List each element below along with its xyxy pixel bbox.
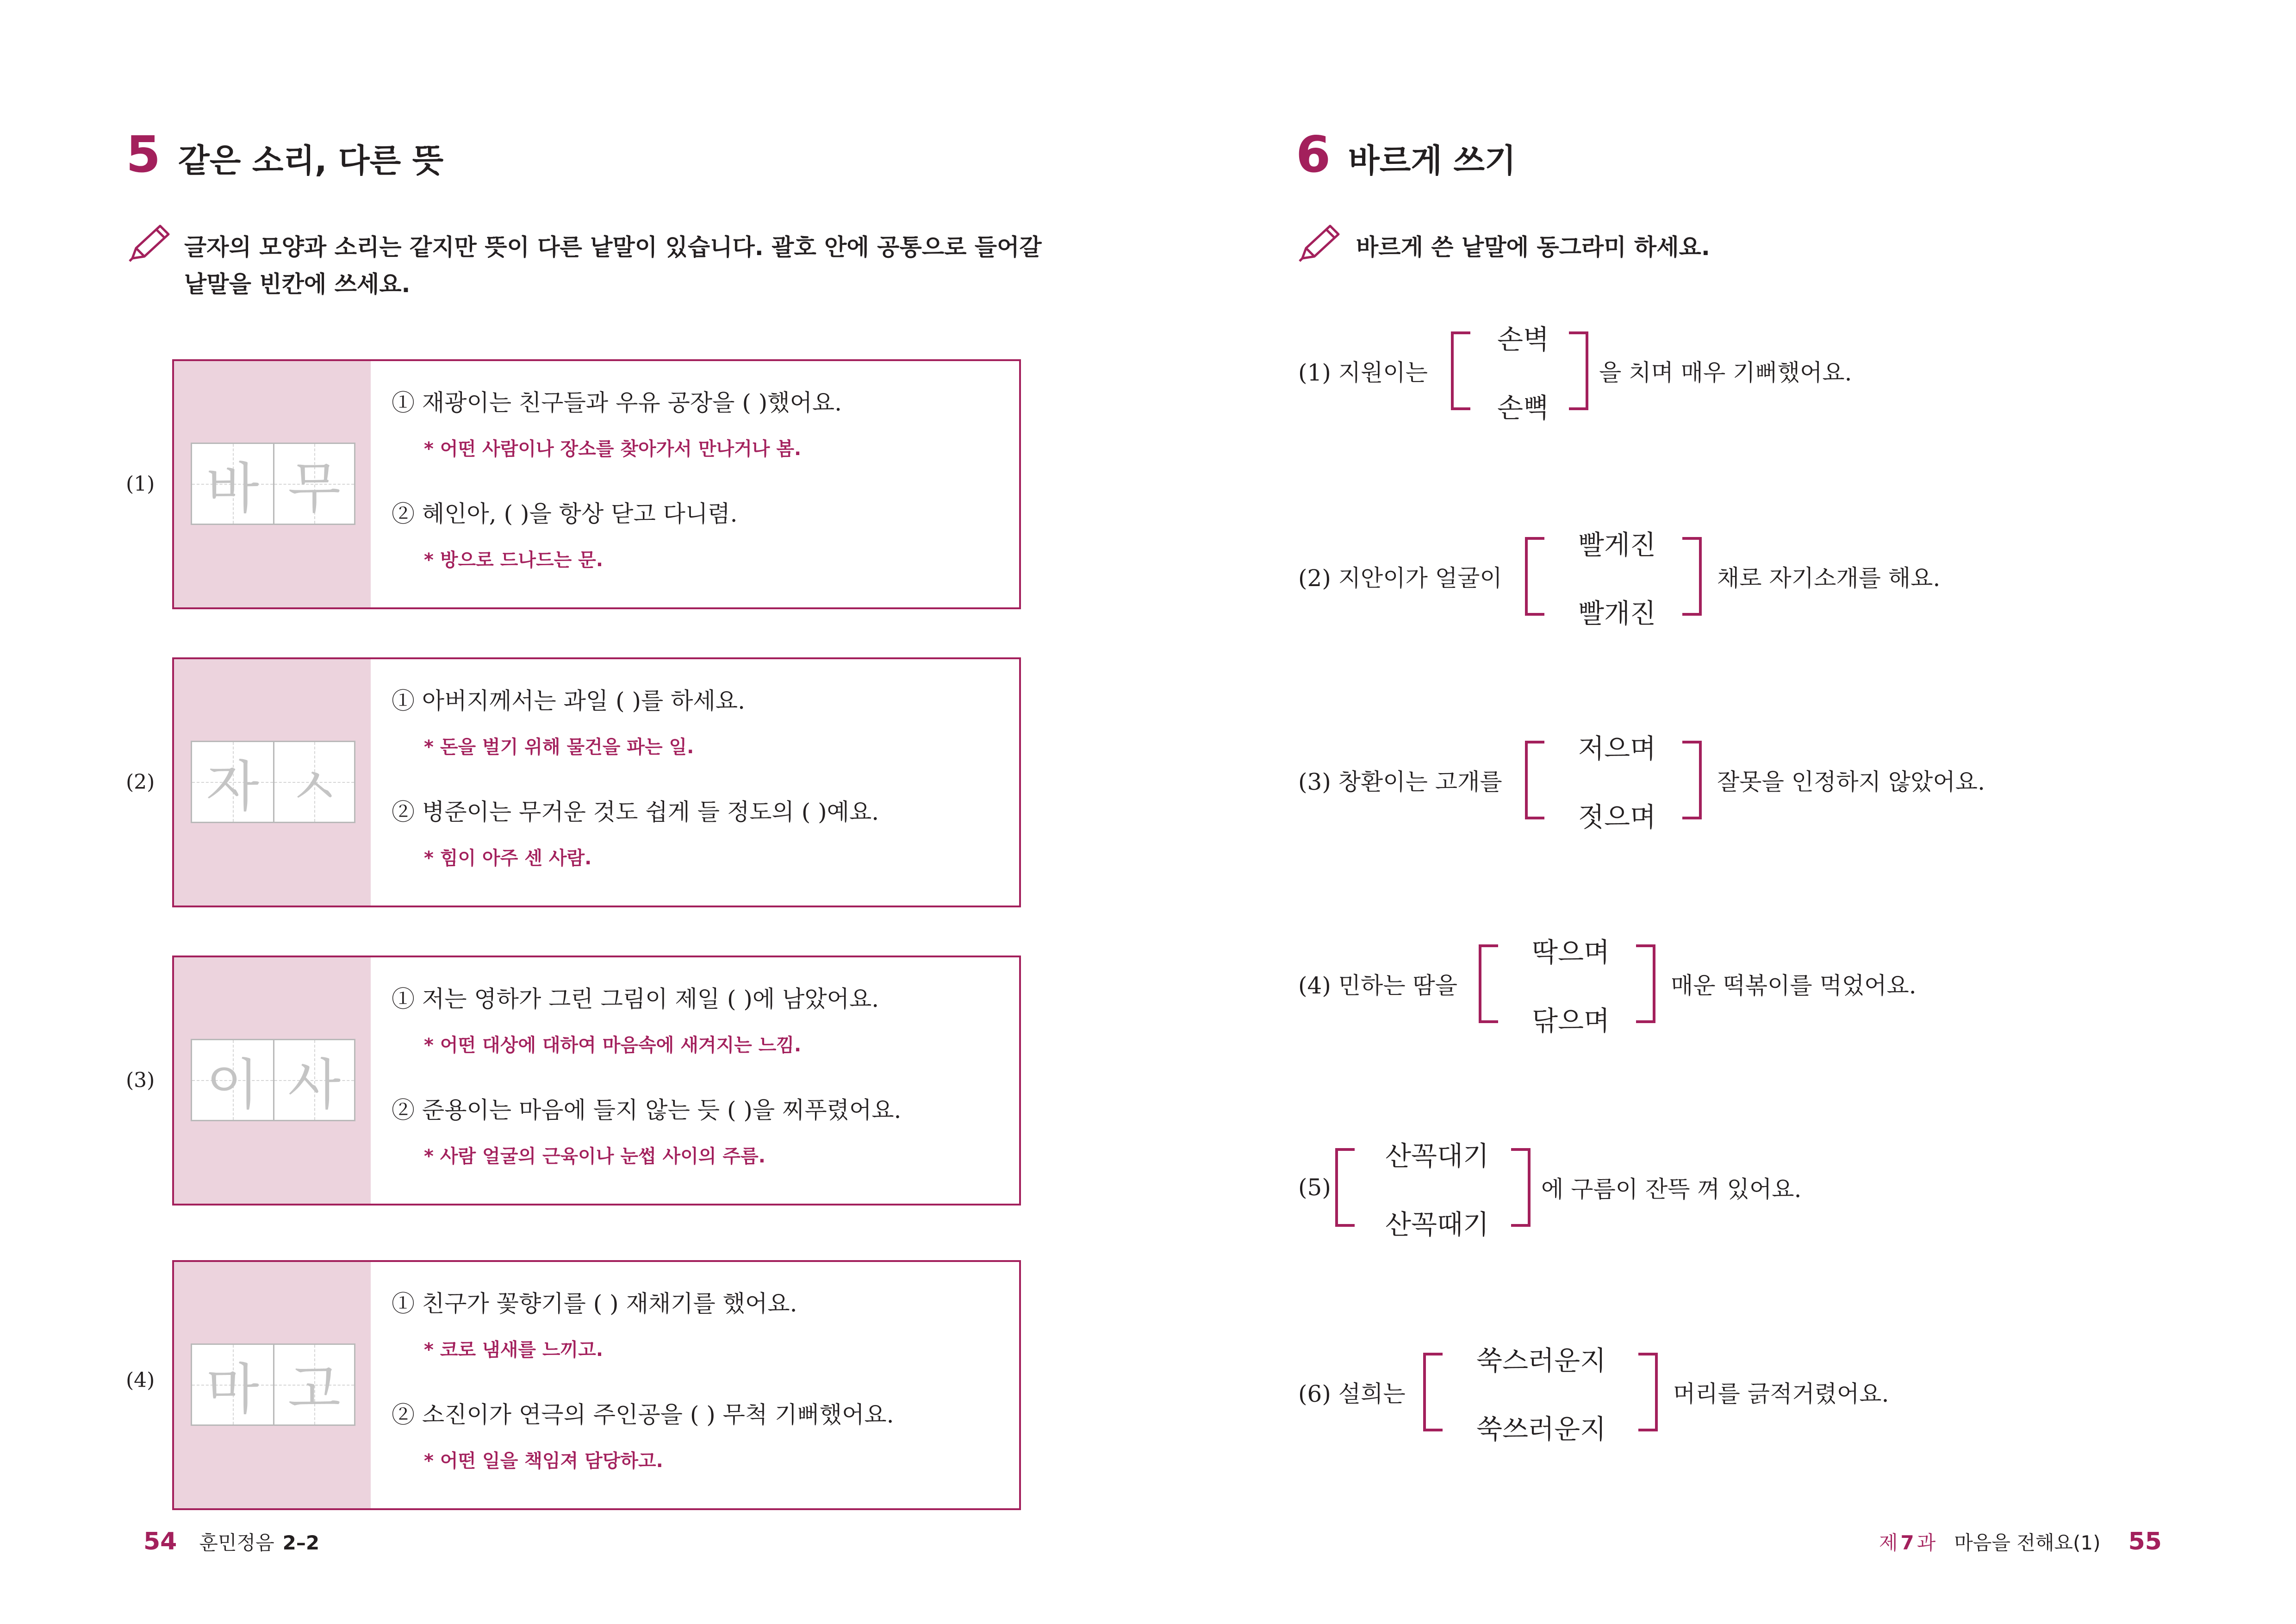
answer-cell[interactable]: 자 — [192, 742, 273, 822]
sentence-2: ② 병준이는 무거운 것도 쉽게 들 정도의 ( )예요. — [392, 799, 879, 825]
sentence-start: (6) 설희는 — [1298, 1380, 1406, 1407]
left-bracket — [1525, 741, 1544, 819]
instruction-line: 글자의 모양과 소리는 같지만 뜻이 다른 낱말이 있습니다. 괄호 안에 공통으로 들어갈 — [184, 234, 1042, 261]
answer-cell[interactable]: 고 — [273, 1345, 354, 1424]
sentence-start: (4) 민하는 땀을 — [1298, 972, 1458, 999]
answer-cell[interactable]: 무 — [273, 444, 354, 524]
right-bracket — [1682, 741, 1702, 819]
choice-option[interactable]: 닦으며 — [1532, 1005, 1610, 1037]
section-title: 바르게 쓰기 — [1348, 142, 1516, 180]
right-bracket — [1682, 537, 1702, 616]
choice-option[interactable]: 빨개진 — [1578, 598, 1656, 629]
answer-cell[interactable]: ㅅ — [273, 742, 354, 822]
sentence-start: (5) — [1298, 1174, 1331, 1201]
hint-1: * 코로 냄새를 느끼고. — [424, 1339, 604, 1361]
choice-option[interactable]: 쑥스러운지 — [1476, 1345, 1606, 1376]
left-footer — [143, 1528, 319, 1555]
sentence-end: 잘못을 인정하지 않았어요. — [1717, 768, 1985, 795]
choice-row — [1298, 727, 1992, 833]
instruction-line: 바르게 쓴 낱말에 동그라미 하세요. — [1356, 234, 1710, 261]
choice-row — [1298, 1339, 1992, 1445]
book-grade: 2–2 — [282, 1531, 320, 1554]
question-label: (4) — [126, 1368, 155, 1392]
choice-option[interactable]: 손뼉 — [1497, 392, 1549, 424]
right-bracket — [1636, 944, 1655, 1023]
question-label: (2) — [126, 770, 155, 794]
lesson-suffix: 과 — [1916, 1531, 1936, 1554]
sentence-start: (3) 창환이는 고개를 — [1298, 768, 1502, 795]
hint-2: * 어떤 일을 책임져 담당하고. — [424, 1450, 663, 1472]
sentence-start: (1) 지원이는 — [1298, 359, 1428, 386]
left-bracket — [1335, 1148, 1355, 1227]
question-box — [172, 1260, 1021, 1510]
answer-grid[interactable] — [191, 741, 355, 823]
sentence-2: ② 준용이는 마음에 들지 않는 듯 ( )을 찌푸렸어요. — [392, 1097, 902, 1124]
left-bracket — [1423, 1353, 1443, 1431]
choice-row — [1298, 523, 1992, 630]
lesson-prefix: 제 — [1879, 1531, 1898, 1554]
question-box — [172, 956, 1021, 1206]
choice-option[interactable]: 산꼭대기 — [1385, 1140, 1489, 1172]
sentence-end: 채로 자기소개를 해요. — [1717, 565, 1941, 592]
hint-1: * 어떤 대상에 대하여 마음속에 새겨지는 느낌. — [424, 1035, 802, 1056]
section-title: 같은 소리, 다른 뜻 — [178, 142, 444, 180]
book-title: 훈민정음 — [199, 1531, 274, 1554]
sentence-1: ① 저는 영하가 그린 그림이 제일 ( )에 남았어요. — [392, 986, 879, 1012]
choice-option[interactable]: 저으며 — [1578, 733, 1656, 764]
section-6-heading — [1296, 126, 1516, 184]
section-5-heading — [126, 126, 443, 184]
right-footer — [1879, 1528, 2162, 1555]
sentence-start: (2) 지안이가 얼굴이 — [1298, 565, 1502, 592]
sentence-end: 매운 떡볶이를 먹었어요. — [1671, 972, 1916, 999]
choice-option[interactable]: 딱으며 — [1532, 937, 1610, 968]
sentence-end: 을 치며 매우 기뻐했어요. — [1599, 359, 1852, 386]
question-label: (1) — [126, 472, 155, 496]
lesson-number: 7 — [1900, 1531, 1914, 1554]
choice-row — [1298, 1134, 1900, 1241]
hint-1: * 어떤 사람이나 장소를 찾아가서 만나거나 봄. — [424, 438, 802, 460]
question-box — [172, 359, 1021, 609]
sentence-1: ① 친구가 꽃향기를 ( ) 재채기를 했어요. — [392, 1290, 797, 1317]
section-number: 5 — [126, 126, 161, 184]
lesson-title: 마음을 전해요(1) — [1954, 1531, 2101, 1554]
question-box — [172, 657, 1021, 907]
section-6-instructions — [1356, 229, 1710, 266]
sentence-end: 머리를 긁적거렸어요. — [1673, 1380, 1889, 1407]
right-bracket — [1638, 1353, 1658, 1431]
choice-option[interactable]: 손벽 — [1497, 324, 1549, 355]
answer-cell[interactable]: 마 — [192, 1345, 273, 1424]
hint-1: * 돈을 벌기 위해 물건을 파는 일. — [424, 737, 694, 758]
page-number: 54 — [143, 1528, 177, 1555]
answer-grid[interactable] — [191, 1343, 355, 1426]
sentence-2: ② 소진이가 연극의 주인공을 ( ) 무척 기뻐했어요. — [392, 1401, 894, 1428]
right-bracket — [1511, 1148, 1531, 1227]
left-bracket — [1479, 944, 1498, 1023]
section-5-instructions — [184, 229, 1042, 303]
choice-option[interactable]: 젓으며 — [1578, 801, 1656, 833]
sentence-end: 에 구름이 잔뜩 껴 있어요. — [1541, 1176, 1802, 1203]
answer-cell[interactable]: 사 — [273, 1040, 354, 1120]
pencil-icon — [1296, 222, 1342, 264]
hint-2: * 힘이 아주 센 사람. — [424, 848, 592, 869]
answer-cell[interactable]: 이 — [192, 1040, 273, 1120]
sentence-1: ① 아버지께서는 과일 ( )를 하세요. — [392, 687, 745, 714]
choice-option[interactable]: 산꼭때기 — [1385, 1209, 1489, 1240]
choice-row — [1298, 931, 1946, 1037]
hint-2: * 방으로 드나드는 문. — [424, 550, 604, 571]
left-bracket — [1451, 331, 1470, 410]
answer-grid[interactable] — [191, 1039, 355, 1121]
pencil-icon — [126, 222, 172, 264]
answer-grid[interactable] — [191, 443, 355, 525]
section-number: 6 — [1296, 126, 1331, 184]
left-bracket — [1525, 537, 1544, 616]
page-number: 55 — [2128, 1528, 2162, 1555]
instruction-line: 낱말을 빈칸에 쓰세요. — [184, 271, 411, 298]
choice-option[interactable]: 쑥쓰러운지 — [1476, 1413, 1606, 1445]
answer-cell[interactable]: 바 — [192, 444, 273, 524]
choice-row — [1298, 318, 1946, 424]
sentence-1: ① 재광이는 친구들과 우유 공장을 ( )했어요. — [392, 389, 842, 416]
question-label: (3) — [126, 1068, 155, 1092]
choice-option[interactable]: 빨게진 — [1578, 529, 1656, 561]
sentence-2: ② 혜인아, ( )을 항상 닫고 다니렴. — [392, 500, 738, 527]
hint-2: * 사람 얼굴의 근육이나 눈썹 사이의 주름. — [424, 1146, 765, 1167]
right-bracket — [1569, 331, 1588, 410]
